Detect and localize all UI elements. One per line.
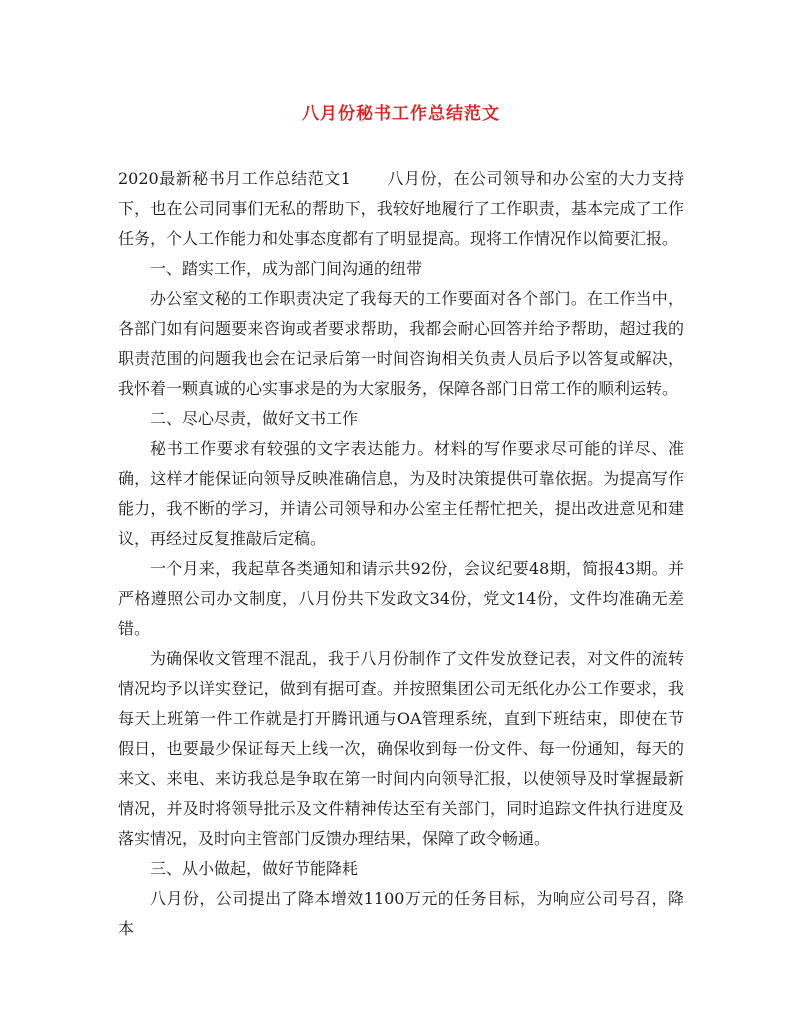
document-page [118, 100, 684, 944]
section-heading-3: 三、从小做起，做好节能降耗 [150, 859, 359, 878]
body-paragraph-5: 八月份，公司提出了降本增效1100万元的任务目标，为响应公司号召，降本 [118, 889, 684, 938]
section-heading-1: 一、踏实工作，成为部门间沟通的纽带 [150, 259, 423, 278]
intro-label: 2020最新秘书月工作总结范文1 [118, 169, 351, 188]
body-paragraph-2: 秘书工作要求有较强的文字表达能力。材料的写作要求尽可能的详尽、准确，这样才能保证向领导反映准确信息，为及时决策提供可靠依据。为提高写作能力，我不断的学习，并请公司领导和办公室主任帮忙把关，提出改进意见和建议，再经过反复推敲后定稿。 [118, 439, 684, 548]
intro-paragraph [118, 164, 684, 254]
body-paragraph-3: 一个月来，我起草各类通知和请示共92份，会议纪要48期，简报43期。并严格遵照公司办文制度，八月份共下发政文34份，党文14份，文件均准确无差错。 [118, 559, 684, 638]
body-paragraph-1: 办公室文秘的工作职责决定了我每天的工作要面对各个部门。在工作当中，各部门如有问题要来咨询或者要求帮助，我都会耐心回答并给予帮助，超过我的职责范围的问题我也会在记录后第一时间咨询相关负责人员后予以答复或解决，我怀着一颗真诚的心实事求是的为大家服务，保障各部门日常工作的顺利运转。 [118, 289, 684, 398]
intro-text: 八月份，在公司领导和办公室的大力支持下，也在公司同事们无私的帮助下，我较好地履行了工作职责，基本完成了工作任务，个人工作能力和处事态度都有了明显提高。现将工作情况作以简要汇报。 [118, 169, 684, 248]
document-title: 八月份秘书工作总结范文 [302, 104, 500, 124]
section-heading-2: 二、尽心尽责，做好文书工作 [150, 409, 359, 428]
body-paragraph-4: 为确保收文管理不混乱，我于八月份制作了文件发放登记表，对文件的流转情况均予以详实登记，做到有据可查。并按照集团公司无纸化办公工作要求，我每天上班第一件工作就是打开腾讯通与OA管理系统，直到下班结束，即使在节假日，也要最少保证每天上线一次，确保收到每一份文件、每一份通知，每天的来文、来电、来访我总是争取在第一时间内向领导汇报，以使领导及时掌握最新情况，并及时将领导批示及文件精神传达至有关部门，同时追踪文件执行进度及落实情况，及时向主管部门反馈办理结果，保障了政令畅通。 [118, 649, 684, 848]
